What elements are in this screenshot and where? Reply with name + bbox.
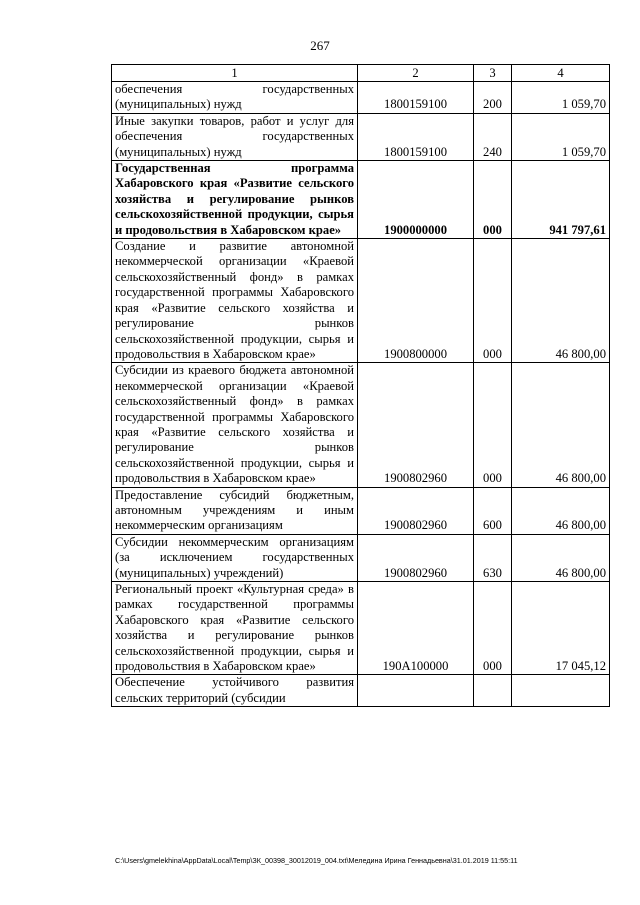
column-header-4: 4 xyxy=(512,65,610,82)
column-header-3: 3 xyxy=(474,65,512,82)
column-header-1: 1 xyxy=(112,65,358,82)
row-name: Создание и развитие автономной некоммерческой организации «Краевой сельскохозяйственный фонд» в рамках государственной программы Хабаровского края «Развитие сельского хозяйства и регулирование рынков сельскохозяйственной продукции, сырья и продовольствия в Хабаровском крае» xyxy=(112,239,358,363)
table-row xyxy=(112,239,610,363)
row-expense-type: 000 xyxy=(474,582,512,675)
page-number: 267 xyxy=(310,38,330,53)
row-amount xyxy=(512,675,610,707)
row-amount: 17 045,12 xyxy=(512,582,610,675)
row-expense-type: 240 xyxy=(474,113,512,160)
row-code: 1900800000 xyxy=(358,239,474,363)
row-name: Субсидии некоммерческим организациям (за исключением государственных (муниципальных) учреждений) xyxy=(112,534,358,581)
row-expense-type: 600 xyxy=(474,487,512,534)
table-row xyxy=(112,582,610,675)
row-expense-type: 630 xyxy=(474,534,512,581)
row-amount: 1 059,70 xyxy=(512,113,610,160)
row-code xyxy=(358,675,474,707)
row-name: Региональный проект «Культурная среда» в рамках государственной программы Хабаровского края «Развитие сельского хозяйства и регулирование рынков сельскохозяйственной продукции, сырья и продовольствия в Хабаровском крае» xyxy=(112,582,358,675)
table-body xyxy=(112,82,610,707)
row-code: 1800159100 xyxy=(358,82,474,114)
row-code: 1900802960 xyxy=(358,363,474,487)
row-name: Субсидии из краевого бюджета автономной некоммерческой организации «Краевой сельскохозяйственный фонд» в рамках государственной программы Хабаровского края «Развитие сельского хозяйства и регулирование рынков сельскохозяйственной продукции, сырья и продовольствия в Хабаровском крае» xyxy=(112,363,358,487)
row-name: Обеспечение устойчивого развития сельских территорий (субсидии xyxy=(112,675,358,707)
table-header xyxy=(112,65,610,82)
table-row xyxy=(112,82,610,114)
row-amount: 46 800,00 xyxy=(512,239,610,363)
row-expense-type xyxy=(474,675,512,707)
table-row xyxy=(112,113,610,160)
row-expense-type: 000 xyxy=(474,363,512,487)
row-name: Предоставление субсидий бюджетным, автономным учреждениям и иным некоммерческим организациям xyxy=(112,487,358,534)
row-code: 1800159100 xyxy=(358,113,474,160)
header-row xyxy=(112,65,610,82)
row-name: Государственная программа Хабаровского края «Развитие сельского хозяйства и регулирование рынков сельскохозяйственной продукции, сырья и продовольствия в Хабаровском крае» xyxy=(112,161,358,239)
budget-table xyxy=(111,64,610,707)
row-amount: 941 797,61 xyxy=(512,161,610,239)
row-name: обеспечения государственных (муниципальных) нужд xyxy=(112,82,358,114)
row-expense-type: 000 xyxy=(474,239,512,363)
row-amount: 1 059,70 xyxy=(512,82,610,114)
row-amount: 46 800,00 xyxy=(512,363,610,487)
table-row xyxy=(112,363,610,487)
row-amount: 46 800,00 xyxy=(512,534,610,581)
row-name: Иные закупки товаров, работ и услуг для обеспечения государственных (муниципальных) нужд xyxy=(112,113,358,160)
row-amount: 46 800,00 xyxy=(512,487,610,534)
row-code: 1900000000 xyxy=(358,161,474,239)
row-code: 1900802960 xyxy=(358,487,474,534)
row-expense-type: 000 xyxy=(474,161,512,239)
row-code: 1900802960 xyxy=(358,534,474,581)
column-header-2: 2 xyxy=(358,65,474,82)
table-row xyxy=(112,487,610,534)
row-code: 190А100000 xyxy=(358,582,474,675)
table-row xyxy=(112,161,610,239)
table-row xyxy=(112,675,610,707)
file-path-footer: C:\Users\gmelekhina\AppData\Local\Temp\ЗК_00398_30012019_004.txt\Меледина Ирина Геннадьевна\31.01.2019 11:55:11 xyxy=(115,856,518,865)
row-expense-type: 200 xyxy=(474,82,512,114)
table-row xyxy=(112,534,610,581)
